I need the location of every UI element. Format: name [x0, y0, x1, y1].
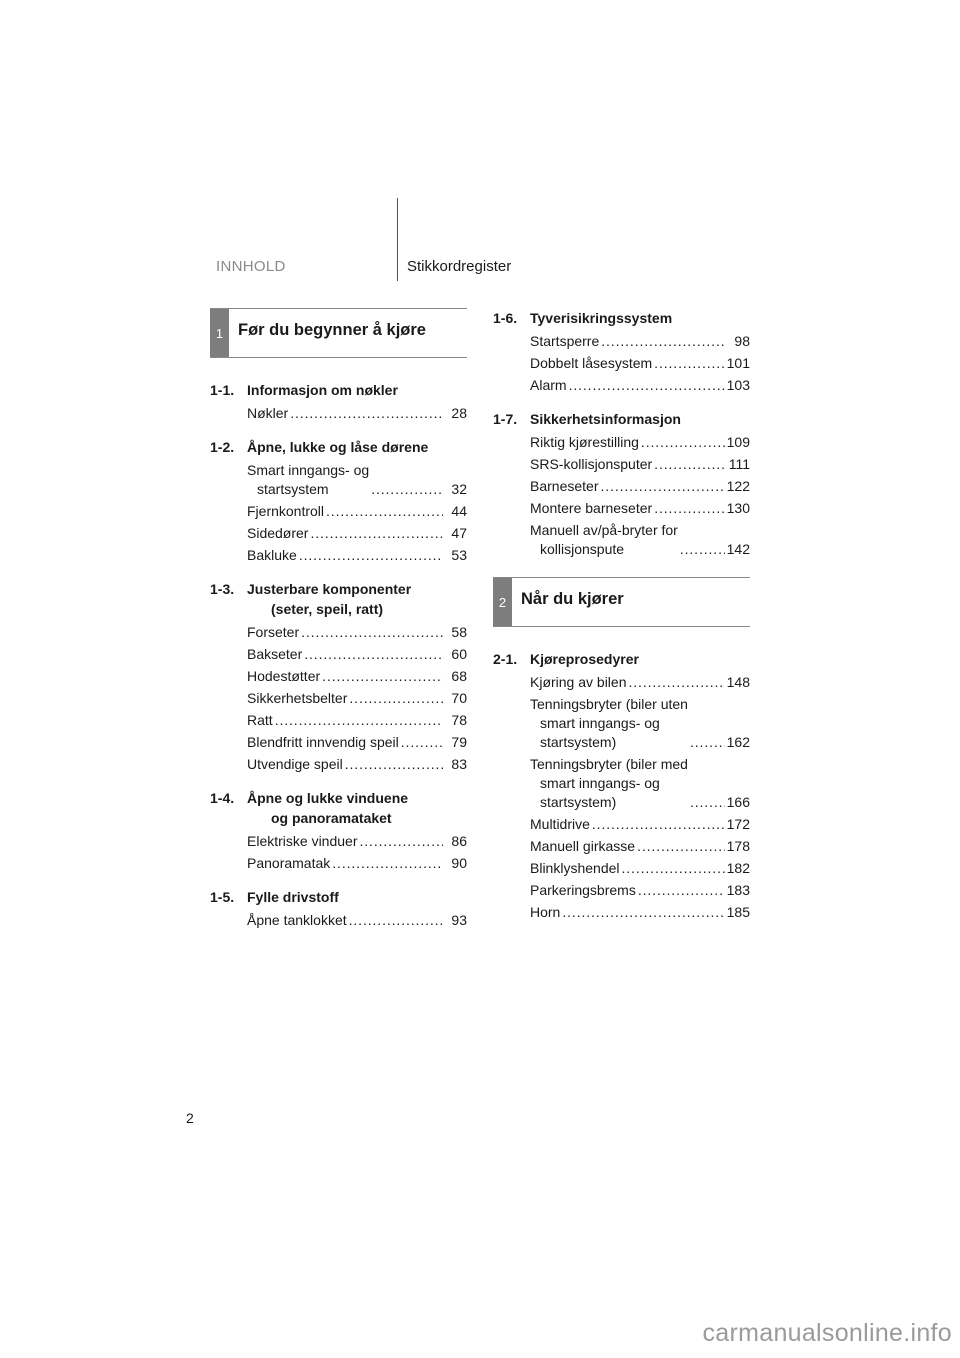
section-number: 2-1. — [493, 651, 518, 667]
toc-entry[interactable] — [530, 477, 750, 496]
entry-label: Barneseter — [530, 478, 599, 494]
dot-leader — [641, 433, 725, 452]
chapter-2-header[interactable] — [493, 577, 750, 627]
section-1-7 — [493, 409, 750, 559]
dot-leader — [345, 755, 443, 774]
entry-label: Forseter — [247, 624, 300, 640]
dot-leader — [592, 815, 725, 834]
dot-leader — [360, 832, 444, 851]
section-1-6 — [493, 308, 750, 395]
section-1-1 — [210, 380, 467, 423]
entry-label: Utvendige speil — [247, 756, 343, 772]
dot-leader — [322, 667, 443, 686]
toc-entry[interactable] — [247, 733, 467, 752]
dot-leader — [638, 881, 725, 900]
toc-entry[interactable] — [247, 854, 467, 873]
entry-label — [530, 755, 688, 812]
dot-leader — [600, 477, 724, 496]
page-number: 2 — [186, 1110, 194, 1126]
entry-page: 68 — [451, 668, 467, 684]
toc-entry[interactable] — [530, 332, 750, 351]
dot-leader — [371, 480, 443, 499]
entry-label: Riktig kjørestilling — [530, 434, 639, 450]
section-number: 1-1. — [210, 382, 235, 398]
entry-page: 130 — [726, 500, 750, 516]
dot-leader — [290, 404, 443, 423]
entry-label: Parkeringsbrems — [530, 882, 636, 898]
entry-page: 103 — [726, 377, 750, 393]
entry-label: Panoramatak — [247, 855, 331, 871]
section-number: 1-4. — [210, 790, 235, 806]
entry-page: 44 — [451, 503, 467, 519]
entry-label: Blendfritt innvendig speil — [247, 734, 399, 750]
top-navigation — [0, 198, 960, 284]
dot-leader — [569, 376, 725, 395]
entry-page: 162 — [726, 734, 750, 750]
dot-leader — [680, 540, 725, 559]
dot-leader — [562, 903, 724, 922]
toc-entry[interactable] — [530, 499, 750, 518]
dot-leader — [299, 546, 443, 565]
entry-page: 185 — [726, 904, 750, 920]
entry-page: 122 — [726, 478, 750, 494]
dot-leader — [654, 455, 726, 474]
entry-page: 47 — [451, 525, 467, 541]
dot-leader — [654, 354, 724, 373]
nav-contents-link[interactable]: INNHOLD — [216, 258, 286, 275]
section-title-line: Åpne og lukke vinduene — [247, 790, 409, 806]
section-title-line: og panoramataket — [271, 810, 392, 826]
entry-label: Bakseter — [247, 646, 303, 662]
toc-entry[interactable] — [247, 911, 467, 930]
entry-page: 93 — [451, 912, 467, 928]
section-1-3 — [210, 579, 467, 774]
entry-page: 148 — [726, 674, 750, 690]
entry-label: Blinklyshendel — [530, 860, 620, 876]
entry-label: Bakluke — [247, 547, 297, 563]
entry-page: 172 — [726, 816, 750, 832]
entry-label: Startsperre — [530, 333, 600, 349]
toc-entry[interactable] — [530, 695, 750, 752]
toc-entry[interactable] — [247, 546, 467, 565]
entry-page: 111 — [728, 456, 750, 472]
section-1-2 — [210, 437, 467, 565]
toc-entry[interactable] — [247, 645, 467, 664]
toc-entry[interactable] — [247, 667, 467, 686]
entry-label: Åpne tanklokket — [247, 912, 347, 928]
section-title[interactable]: Åpne, lukke og låse dørene — [247, 439, 429, 455]
toc-entry[interactable] — [530, 376, 750, 395]
chapter-1-header[interactable] — [210, 308, 467, 358]
entry-line: Smart inngangs- og — [247, 462, 370, 478]
entry-page: 60 — [451, 646, 467, 662]
toc-entry[interactable] — [247, 404, 467, 423]
entry-label — [247, 461, 369, 499]
entry-label: SRS-kollisjonsputer — [530, 456, 653, 472]
entry-page: 182 — [726, 860, 750, 876]
entry-label: Manuell girkasse — [530, 838, 636, 854]
entry-label: Sikkerhetsbelter — [247, 690, 348, 706]
entry-line: smart inngangs- og — [540, 715, 660, 731]
dot-leader — [332, 854, 443, 873]
entry-page: 98 — [734, 333, 750, 349]
entry-page: 166 — [726, 794, 750, 810]
toc-entry[interactable] — [530, 521, 750, 559]
dot-leader — [349, 911, 443, 930]
entry-page: 79 — [451, 734, 467, 750]
toc-entry[interactable] — [247, 755, 467, 774]
entry-page: 28 — [451, 405, 467, 421]
dot-leader — [690, 733, 725, 752]
dot-leader — [690, 793, 725, 812]
entry-page: 90 — [451, 855, 467, 871]
section-title[interactable]: Fylle drivstoff — [247, 889, 339, 905]
dot-leader — [310, 524, 443, 543]
toc-entry[interactable] — [530, 354, 750, 373]
entry-line: startsystem) — [540, 794, 617, 810]
chapter-number: 2 — [493, 578, 512, 626]
chapter-number: 1 — [210, 309, 229, 357]
section-title[interactable]: Sikkerhetsinformasjon — [530, 411, 681, 427]
entry-label: Ratt — [247, 712, 273, 728]
section-title[interactable]: Tyverisikringssystem — [530, 310, 673, 326]
dot-leader — [304, 645, 443, 664]
entry-page: 32 — [451, 481, 467, 497]
section-title[interactable] — [247, 788, 408, 828]
section-number: 1-6. — [493, 310, 518, 326]
section-number: 1-7. — [493, 411, 518, 427]
entry-label: Nøkler — [247, 405, 289, 421]
entry-page: 78 — [451, 712, 467, 728]
toc-column-right — [493, 308, 750, 936]
watermark: carmanualsonline.info — [702, 1319, 952, 1347]
toc-column-left — [210, 308, 467, 944]
toc-entry[interactable] — [530, 837, 750, 856]
entry-page: 101 — [726, 355, 750, 371]
section-number: 1-2. — [210, 439, 235, 455]
dot-leader — [637, 837, 725, 856]
section-title[interactable] — [247, 579, 411, 619]
entry-page: 183 — [726, 882, 750, 898]
section-title-line: (seter, speil, ratt) — [271, 601, 384, 617]
entry-line: Manuell av/på-bryter for — [530, 522, 678, 538]
toc-entry[interactable] — [247, 461, 467, 499]
entry-page: 70 — [451, 690, 467, 706]
section-number: 1-5. — [210, 889, 235, 905]
section-title[interactable]: Kjøreprosedyrer — [530, 651, 639, 667]
entry-line: startsystem) — [540, 734, 617, 750]
toc-entry[interactable] — [530, 673, 750, 692]
entry-label: Dobbelt låsesystem — [530, 355, 653, 371]
dot-leader — [601, 332, 726, 351]
chapter-title: Når du kjører — [521, 590, 624, 608]
entry-label: Alarm — [530, 377, 567, 393]
section-2-1 — [493, 649, 750, 922]
section-1-4 — [210, 788, 467, 873]
dot-leader — [275, 711, 443, 730]
section-title[interactable]: Informasjon om nøkler — [247, 382, 398, 398]
entry-line: startsystem — [257, 481, 329, 497]
entry-page: 53 — [451, 547, 467, 563]
section-title-line: Justerbare komponenter — [247, 581, 412, 597]
entry-line: smart inngangs- og — [540, 775, 660, 791]
toc-entry[interactable] — [530, 455, 750, 474]
toc-entry[interactable] — [247, 832, 467, 851]
nav-index-link[interactable]: Stikkordregister — [407, 258, 512, 275]
dot-leader — [349, 689, 443, 708]
entry-line: Tenningsbryter (biler uten — [530, 696, 688, 712]
toc-entry[interactable] — [530, 903, 750, 922]
entry-label: Hodestøtter — [247, 668, 321, 684]
section-number: 1-3. — [210, 581, 235, 597]
toc-entry[interactable] — [530, 881, 750, 900]
entry-page: 178 — [726, 838, 750, 854]
dot-leader — [629, 673, 725, 692]
entry-line: kollisjonspute — [540, 541, 625, 557]
entry-page: 86 — [451, 833, 467, 849]
entry-label: Elektriske vinduer — [247, 833, 358, 849]
entry-label: Horn — [530, 904, 561, 920]
entry-label: Fjernkontroll — [247, 503, 325, 519]
dot-leader — [401, 733, 443, 752]
toc-entry[interactable] — [530, 815, 750, 834]
nav-divider — [397, 198, 398, 281]
entry-page: 109 — [726, 434, 750, 450]
entry-page: 83 — [451, 756, 467, 772]
toc-entry[interactable] — [247, 711, 467, 730]
toc-entry[interactable] — [247, 502, 467, 521]
entry-label: Montere barneseter — [530, 500, 653, 516]
toc-entry[interactable] — [247, 524, 467, 543]
toc-entry[interactable] — [247, 689, 467, 708]
chapter-title: Før du begynner å kjøre — [238, 321, 426, 339]
toc-entry[interactable] — [530, 755, 750, 812]
section-1-5 — [210, 887, 467, 930]
entry-label — [530, 695, 688, 752]
entry-label: Sidedører — [247, 525, 309, 541]
toc-entry[interactable] — [530, 433, 750, 452]
dot-leader — [301, 623, 443, 642]
entry-line: Tenningsbryter (biler med — [530, 756, 688, 772]
entry-page: 58 — [451, 624, 467, 640]
dot-leader — [622, 859, 725, 878]
entry-label: Kjøring av bilen — [530, 674, 627, 690]
entry-label: Multidrive — [530, 816, 590, 832]
toc-entry[interactable] — [247, 623, 467, 642]
toc-entry[interactable] — [530, 859, 750, 878]
dot-leader — [326, 502, 443, 521]
dot-leader — [654, 499, 724, 518]
entry-label — [530, 521, 678, 559]
entry-page: 142 — [726, 541, 750, 557]
